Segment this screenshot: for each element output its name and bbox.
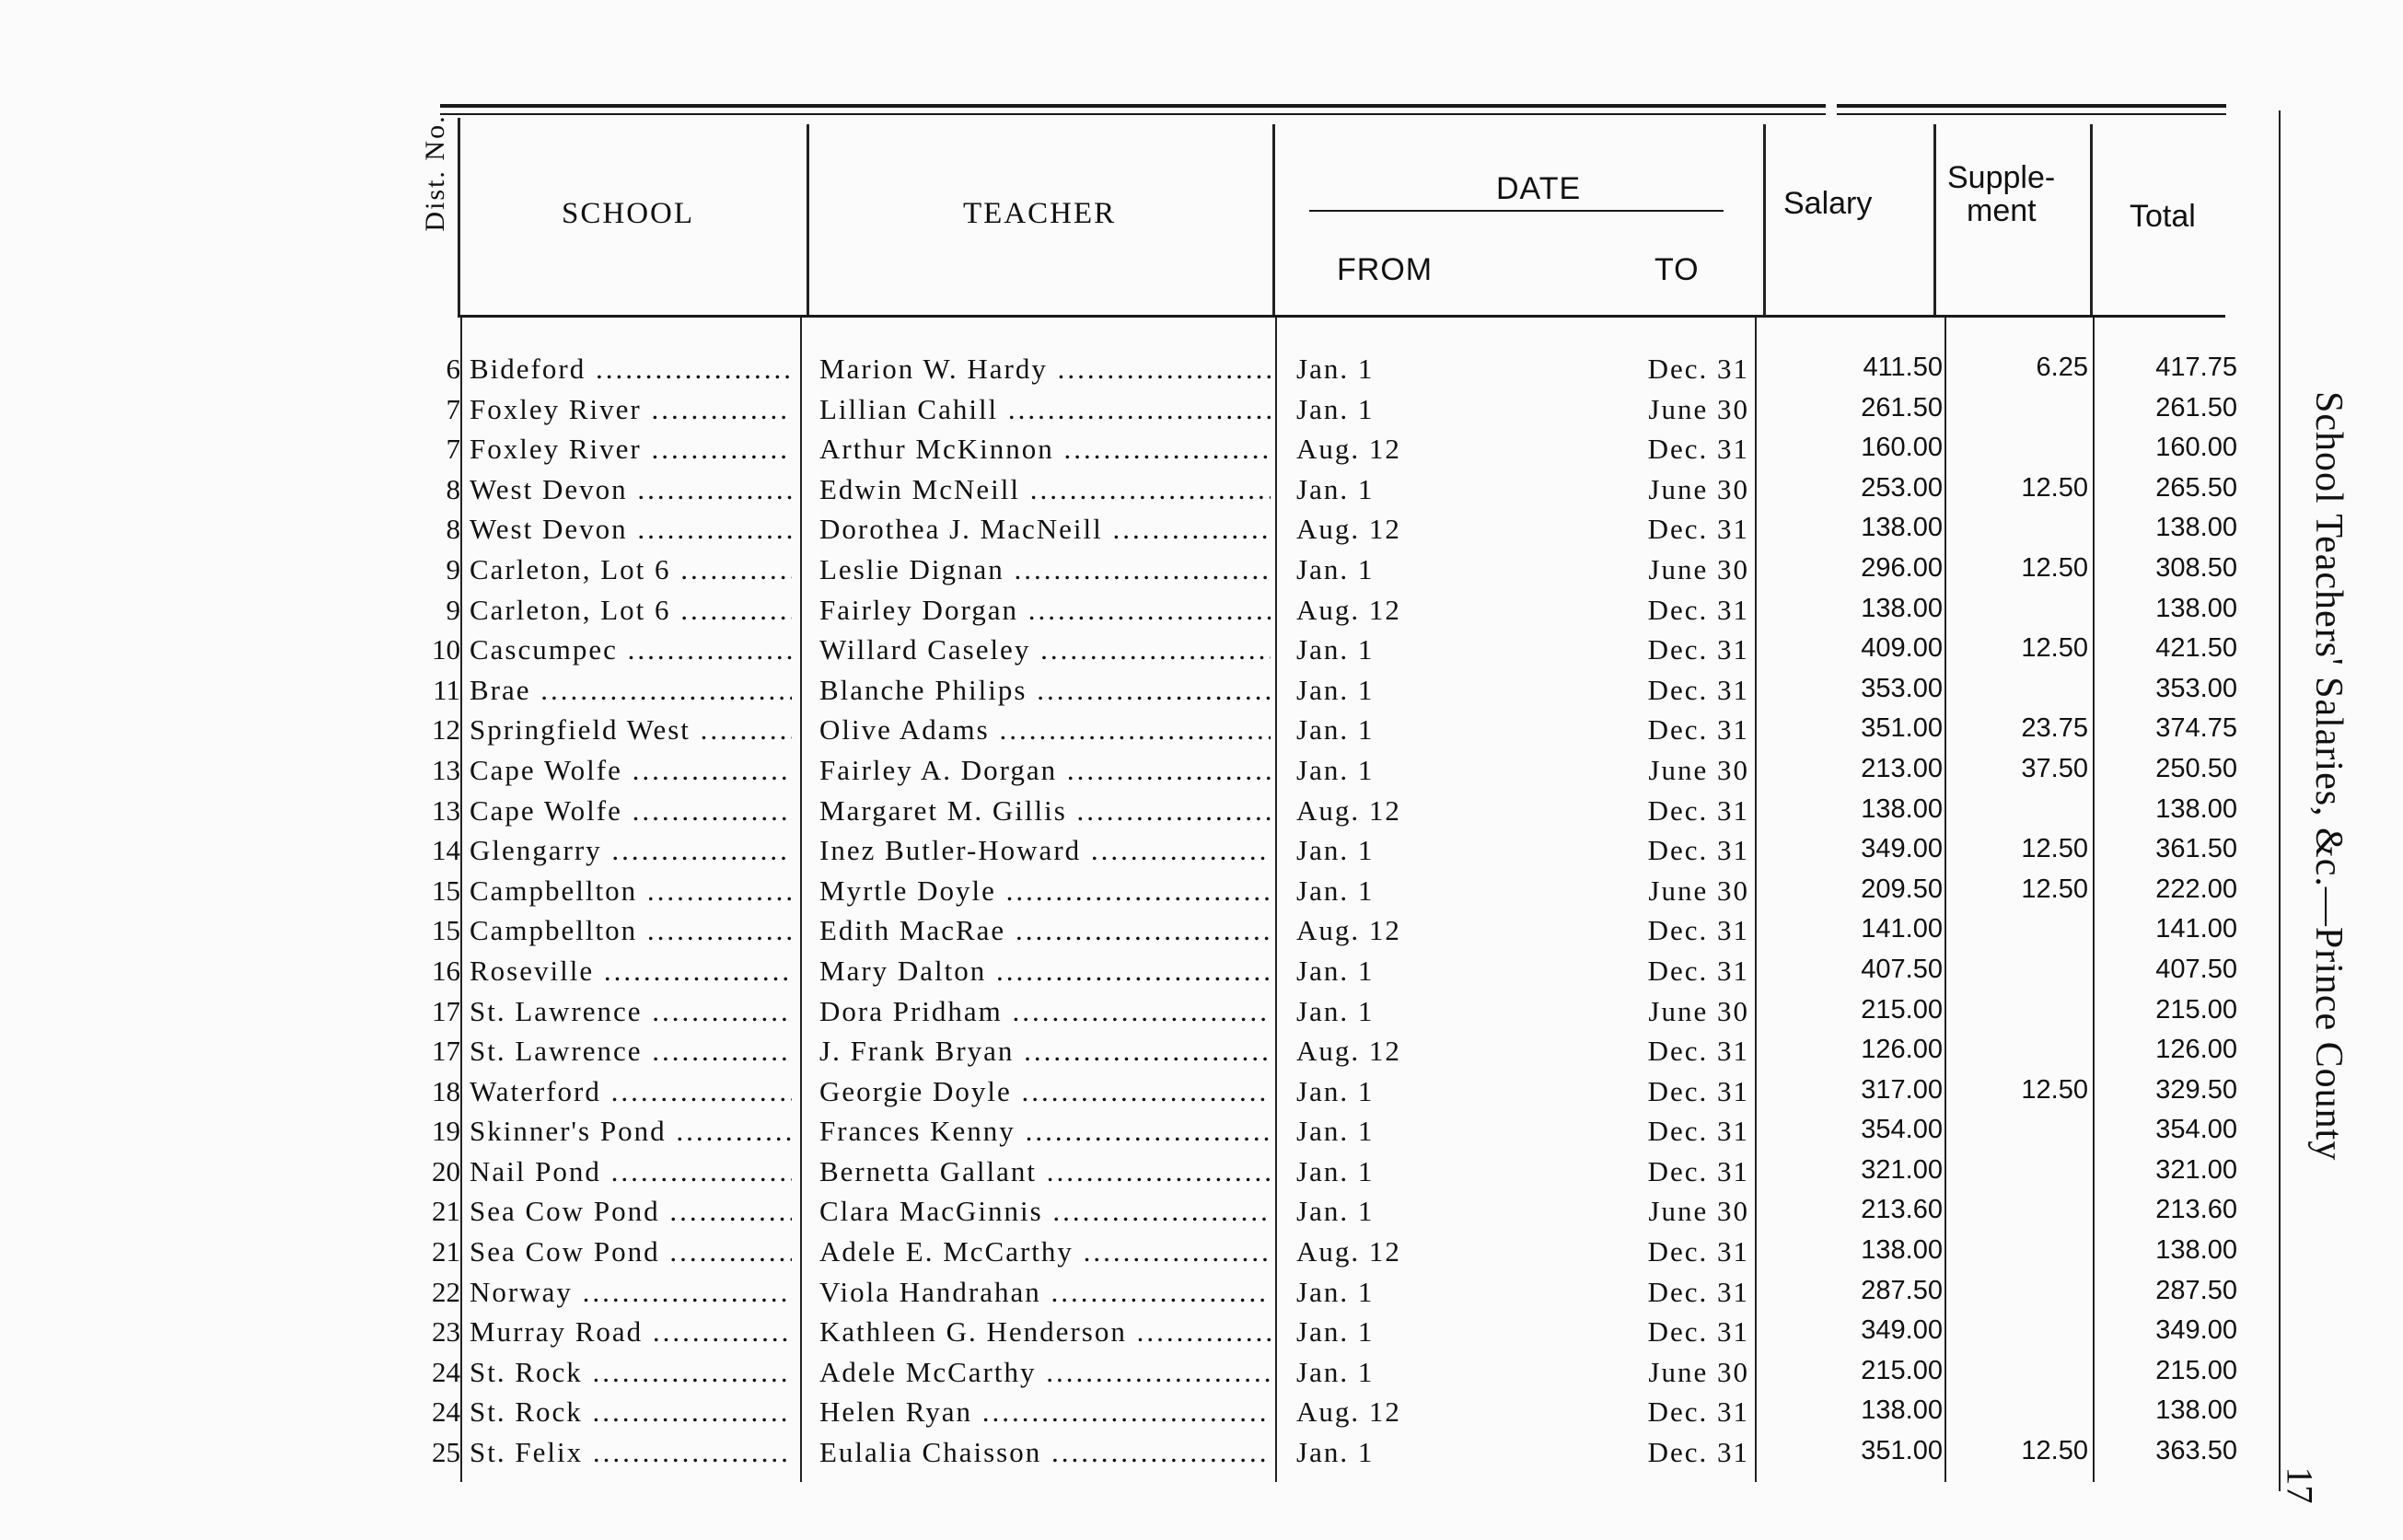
salary-cell: 317.00	[1861, 1074, 1943, 1105]
date-header: DATE	[1496, 171, 1582, 206]
date-to-cell: Dec. 31	[1647, 713, 1749, 747]
running-title: School Teachers' Salaries, &c.—Prince County	[2307, 391, 2350, 1162]
salary-table-body	[0, 349, 2403, 1473]
teacher-cell: Lillian Cahill .....	[819, 393, 1271, 426]
top-rule-thin	[440, 113, 1826, 115]
table-row	[0, 830, 2403, 871]
total-cell: 363.50	[2155, 1436, 2237, 1466]
teacher-cell: Viola Handrahan .....	[819, 1276, 1271, 1309]
date-to-cell: June 30	[1648, 472, 1749, 505]
date-underline	[1309, 210, 1724, 212]
table-row	[0, 951, 2403, 991]
supplement-cell: 12.50	[2021, 633, 2088, 664]
teacher-cell: Mary Dalton .....	[819, 955, 1271, 988]
date-to-cell: Dec. 31	[1647, 1275, 1749, 1308]
salary-cell: 253.00	[1861, 472, 1943, 503]
header-bottom-rule	[458, 315, 2225, 318]
school-cell: Cape Wolfe .....	[470, 794, 792, 828]
total-cell: 215.00	[2155, 1355, 2237, 1385]
supplement-cell: 12.50	[2021, 1074, 2088, 1105]
supplement-cell: 12.50	[2021, 874, 2088, 904]
table-row	[0, 1352, 2403, 1393]
to-header: TO	[1654, 252, 1700, 287]
top-rule	[440, 104, 1826, 108]
dist-no-cell: 11	[433, 673, 460, 706]
table-row	[0, 389, 2403, 430]
teacher-cell: Willard Caseley .....	[819, 633, 1271, 666]
dist-no-cell: 16	[432, 954, 460, 987]
dist-no-cell: 25	[432, 1436, 460, 1469]
total-cell: 138.00	[2155, 793, 2237, 824]
table-row	[0, 1111, 2403, 1152]
salary-cell: 138.00	[1861, 593, 1943, 623]
teacher-cell: Dora Pridham .....	[819, 995, 1271, 1028]
school-cell: St. Rock .....	[470, 1395, 792, 1429]
date-to-cell: June 30	[1648, 753, 1749, 786]
date-from-cell: Jan. 1	[1296, 1436, 1375, 1469]
date-from-cell: Aug. 12	[1296, 1235, 1401, 1268]
total-cell: 126.00	[2155, 1035, 2237, 1065]
date-to-cell: June 30	[1648, 1195, 1749, 1228]
table-row	[0, 871, 2403, 911]
salary-cell: 353.00	[1861, 673, 1943, 703]
total-cell: 407.50	[2155, 954, 2237, 984]
salary-cell: 209.50	[1861, 874, 1943, 904]
supplement-header-line2: ment	[1967, 193, 2037, 228]
teacher-cell: Dorothea J. MacNeill .....	[819, 513, 1271, 546]
salary-cell: 213.00	[1861, 753, 1943, 783]
salary-cell: 160.00	[1861, 433, 1943, 463]
school-cell: Roseville .....	[470, 955, 792, 988]
table-row	[0, 349, 2403, 389]
date-from-cell: Jan. 1	[1296, 1355, 1375, 1388]
date-from-cell: Aug. 12	[1296, 1395, 1401, 1429]
total-cell: 417.75	[2155, 353, 2237, 382]
table-row	[0, 791, 2403, 831]
supplement-header-line1: Supple-	[1947, 160, 2056, 195]
table-row	[0, 991, 2403, 1032]
date-to-cell: Dec. 31	[1647, 1035, 1749, 1068]
dist-no-cell: 24	[432, 1395, 460, 1429]
col-sep-teacher	[1272, 124, 1275, 316]
dist-no-cell: 19	[432, 1115, 460, 1148]
date-to-cell: Dec. 31	[1647, 593, 1749, 626]
date-from-cell: Jan. 1	[1296, 1275, 1375, 1308]
dist-no-header: Dist. No.	[420, 114, 450, 232]
table-row	[0, 1071, 2403, 1112]
teacher-cell: Adele E. McCarthy .....	[819, 1235, 1271, 1268]
teacher-cell: Adele McCarthy .....	[819, 1356, 1271, 1389]
salary-cell: 287.50	[1861, 1275, 1943, 1305]
supplement-cell: 6.25	[2036, 353, 2088, 382]
date-to-cell: June 30	[1648, 392, 1749, 425]
dist-no-cell: 21	[432, 1195, 460, 1228]
supplement-cell: 12.50	[2021, 472, 2088, 503]
total-cell: 287.50	[2155, 1275, 2237, 1305]
salary-cell: 407.50	[1861, 954, 1943, 984]
table-row	[0, 1432, 2403, 1473]
total-cell: 354.00	[2155, 1115, 2237, 1145]
teacher-header: TEACHER	[963, 197, 1117, 230]
col-sep-supplement	[2090, 124, 2093, 316]
school-cell: Cascumpec .....	[470, 633, 792, 666]
table-row	[0, 1191, 2403, 1232]
teacher-cell: Georgie Doyle .....	[819, 1075, 1271, 1108]
page-number: 17	[2279, 1466, 2321, 1504]
date-from-cell: Jan. 1	[1296, 472, 1375, 505]
date-from-cell: Jan. 1	[1296, 1115, 1375, 1148]
table-row	[0, 910, 2403, 951]
dist-no-cell: 15	[432, 914, 460, 947]
salary-cell: 213.60	[1861, 1195, 1943, 1225]
col-sep-dist	[458, 118, 460, 316]
table-row	[0, 1312, 2403, 1352]
total-header: Total	[2130, 199, 2196, 234]
date-to-cell: Dec. 31	[1647, 513, 1749, 546]
total-cell: 321.00	[2155, 1154, 2237, 1185]
date-from-cell: Jan. 1	[1296, 954, 1375, 987]
salary-cell: 126.00	[1861, 1035, 1943, 1065]
salary-cell: 321.00	[1861, 1154, 1943, 1185]
table-row	[0, 509, 2403, 550]
table-row	[0, 1392, 2403, 1432]
salary-cell: 351.00	[1861, 1436, 1943, 1466]
dist-no-cell: 17	[432, 1035, 460, 1068]
teacher-cell: Frances Kenny .....	[819, 1115, 1271, 1148]
date-to-cell: Dec. 31	[1647, 793, 1749, 827]
teacher-cell: J. Frank Bryan .....	[819, 1035, 1271, 1068]
dist-no-cell: 20	[432, 1154, 460, 1187]
teacher-cell: Marion W. Hardy .....	[819, 353, 1271, 386]
school-cell: Skinner's Pond .....	[470, 1115, 792, 1148]
col-sep-school	[807, 124, 809, 316]
total-cell: 261.50	[2155, 392, 2237, 423]
school-cell: Carleton, Lot 6 .....	[470, 553, 792, 586]
date-from-cell: Jan. 1	[1296, 834, 1375, 867]
date-to-cell: Dec. 31	[1647, 1074, 1749, 1107]
total-cell: 141.00	[2155, 914, 2237, 944]
date-to-cell: Dec. 31	[1647, 1115, 1749, 1148]
dist-no-cell: 9	[446, 593, 460, 626]
dist-no-cell: 22	[432, 1275, 460, 1308]
dist-no-cell: 24	[432, 1355, 460, 1388]
salary-cell: 296.00	[1861, 552, 1943, 583]
date-from-cell: Aug. 12	[1296, 914, 1401, 947]
date-from-cell: Jan. 1	[1296, 1074, 1375, 1107]
teacher-cell: Blanche Philips .....	[819, 674, 1271, 707]
school-cell: St. Lawrence .....	[470, 1035, 792, 1068]
table-row	[0, 670, 2403, 711]
school-cell: Norway .....	[470, 1276, 792, 1309]
salary-cell: 354.00	[1861, 1115, 1943, 1145]
date-from-cell: Jan. 1	[1296, 1195, 1375, 1228]
date-to-cell: Dec. 31	[1647, 433, 1749, 466]
table-row	[0, 1152, 2403, 1192]
date-to-cell: Dec. 31	[1647, 1235, 1749, 1268]
school-cell: Glengarry .....	[470, 834, 792, 867]
dist-no-cell: 13	[432, 793, 460, 827]
date-to-cell: Dec. 31	[1647, 353, 1749, 385]
dist-no-cell: 9	[446, 552, 460, 585]
teacher-cell: Edith MacRae .....	[819, 914, 1271, 947]
dist-no-cell: 12	[432, 713, 460, 747]
dist-no-cell: 10	[432, 633, 460, 666]
total-cell: 138.00	[2155, 1235, 2237, 1266]
school-cell: Bideford .....	[470, 353, 792, 386]
dist-no-cell: 14	[432, 834, 460, 867]
date-from-cell: Jan. 1	[1296, 713, 1375, 747]
salary-cell: 351.00	[1861, 713, 1943, 744]
total-cell: 349.00	[2155, 1315, 2237, 1346]
teacher-cell: Fairley A. Dorgan .....	[819, 754, 1271, 787]
total-cell: 222.00	[2155, 874, 2237, 904]
date-to-cell: Dec. 31	[1647, 954, 1749, 987]
col-sep-date	[1763, 124, 1766, 316]
top-rule-right	[1837, 104, 2226, 108]
school-cell: Nail Pond .....	[470, 1155, 792, 1188]
salary-cell: 411.50	[1863, 353, 1943, 382]
date-from-cell: Jan. 1	[1296, 1315, 1375, 1349]
date-to-cell: Dec. 31	[1647, 834, 1749, 867]
salary-cell: 138.00	[1861, 1235, 1943, 1266]
table-row	[0, 550, 2403, 590]
total-cell: 215.00	[2155, 994, 2237, 1025]
supplement-cell: 12.50	[2021, 552, 2088, 583]
supplement-cell: 12.50	[2021, 834, 2088, 864]
total-cell: 160.00	[2155, 433, 2237, 463]
total-cell: 374.75	[2155, 713, 2237, 744]
school-cell: Foxley River .....	[470, 433, 792, 466]
date-to-cell: Dec. 31	[1647, 1436, 1749, 1469]
teacher-cell: Arthur McKinnon .....	[819, 433, 1271, 466]
table-row	[0, 710, 2403, 750]
total-cell: 265.50	[2155, 472, 2237, 503]
table-row	[0, 590, 2403, 631]
from-header: FROM	[1337, 252, 1434, 287]
dist-no-cell: 7	[446, 392, 460, 425]
table-row	[0, 469, 2403, 510]
school-cell: Sea Cow Pond .....	[470, 1195, 792, 1228]
date-from-cell: Jan. 1	[1296, 753, 1375, 786]
dist-no-cell: 6	[446, 353, 460, 385]
date-from-cell: Jan. 1	[1296, 874, 1375, 907]
dist-no-cell: 23	[432, 1315, 460, 1349]
school-cell: West Devon .....	[470, 473, 792, 506]
total-cell: 361.50	[2155, 834, 2237, 864]
total-cell: 421.50	[2155, 633, 2237, 664]
school-cell: Murray Road .....	[470, 1315, 792, 1349]
salary-cell: 215.00	[1861, 994, 1943, 1025]
dist-no-cell: 15	[432, 874, 460, 907]
supplement-cell: 37.50	[2021, 753, 2088, 783]
date-from-cell: Aug. 12	[1296, 513, 1401, 546]
table-row	[0, 1232, 2403, 1272]
salary-cell: 138.00	[1861, 793, 1943, 824]
dist-no-cell: 7	[446, 433, 460, 466]
teacher-cell: Fairley Dorgan .....	[819, 594, 1271, 627]
date-from-cell: Jan. 1	[1296, 552, 1375, 585]
date-to-cell: Dec. 31	[1647, 1154, 1749, 1187]
salary-cell: 138.00	[1861, 513, 1943, 543]
table-row	[0, 429, 2403, 469]
school-cell: Carleton, Lot 6 .....	[470, 594, 792, 627]
table-row	[0, 630, 2403, 670]
table-row	[0, 1031, 2403, 1071]
school-cell: Campbellton .....	[470, 874, 792, 908]
teacher-cell: Clara MacGinnis .....	[819, 1195, 1271, 1228]
salary-cell: 215.00	[1861, 1355, 1943, 1385]
date-from-cell: Aug. 12	[1296, 793, 1401, 827]
school-cell: Sea Cow Pond .....	[470, 1235, 792, 1268]
teacher-cell: Helen Ryan .....	[819, 1395, 1271, 1429]
teacher-cell: Eulalia Chaisson .....	[819, 1436, 1271, 1469]
school-cell: Brae .....	[470, 674, 792, 707]
dist-no-cell: 21	[432, 1235, 460, 1268]
school-cell: St. Rock .....	[470, 1356, 792, 1389]
date-from-cell: Jan. 1	[1296, 994, 1375, 1027]
school-cell: Waterford .....	[470, 1075, 792, 1108]
total-cell: 138.00	[2155, 513, 2237, 543]
salary-cell: 141.00	[1861, 914, 1943, 944]
col-sep-salary	[1933, 124, 1936, 316]
school-cell: St. Lawrence .....	[470, 995, 792, 1028]
date-to-cell: Dec. 31	[1647, 673, 1749, 706]
teacher-cell: Myrtle Doyle .....	[819, 874, 1271, 908]
dist-no-cell: 8	[446, 472, 460, 505]
date-from-cell: Jan. 1	[1296, 1154, 1375, 1187]
date-to-cell: Dec. 31	[1647, 914, 1749, 947]
supplement-cell: 12.50	[2021, 1436, 2088, 1466]
school-cell: Springfield West .....	[470, 713, 792, 747]
date-to-cell: Dec. 31	[1647, 1395, 1749, 1429]
date-from-cell: Jan. 1	[1296, 392, 1375, 425]
total-cell: 138.00	[2155, 1395, 2237, 1426]
teacher-cell: Inez Butler-Howard .....	[819, 834, 1271, 867]
date-to-cell: Dec. 31	[1647, 633, 1749, 666]
school-cell: Campbellton .....	[470, 914, 792, 947]
salary-cell: 409.00	[1861, 633, 1943, 664]
date-to-cell: June 30	[1648, 994, 1749, 1027]
school-cell: West Devon .....	[470, 513, 792, 546]
salary-cell: 349.00	[1861, 834, 1943, 864]
top-rule-thin-right	[1837, 113, 2226, 115]
date-to-cell: June 30	[1648, 552, 1749, 585]
school-cell: Foxley River .....	[470, 393, 792, 426]
teacher-cell: Bernetta Gallant .....	[819, 1155, 1271, 1188]
dist-no-cell: 13	[432, 753, 460, 786]
teacher-cell: Leslie Dignan .....	[819, 553, 1271, 586]
salary-header: Salary	[1783, 186, 1873, 221]
supplement-cell: 23.75	[2021, 713, 2088, 744]
dist-no-cell: 17	[432, 994, 460, 1027]
date-from-cell: Jan. 1	[1296, 353, 1375, 385]
table-row	[0, 750, 2403, 791]
total-cell: 329.50	[2155, 1074, 2237, 1105]
date-to-cell: Dec. 31	[1647, 1315, 1749, 1349]
date-from-cell: Aug. 12	[1296, 593, 1401, 626]
school-cell: St. Felix .....	[470, 1436, 792, 1469]
date-to-cell: June 30	[1648, 1355, 1749, 1388]
date-from-cell: Aug. 12	[1296, 433, 1401, 466]
salary-cell: 138.00	[1861, 1395, 1943, 1426]
teacher-cell: Edwin McNeill .....	[819, 473, 1271, 506]
salary-cell: 261.50	[1861, 392, 1943, 423]
teacher-cell: Margaret M. Gillis .....	[819, 794, 1271, 828]
salary-cell: 349.00	[1861, 1315, 1943, 1346]
total-cell: 138.00	[2155, 593, 2237, 623]
total-cell: 353.00	[2155, 673, 2237, 703]
teacher-cell: Olive Adams .....	[819, 713, 1271, 747]
dist-no-cell: 18	[432, 1074, 460, 1107]
total-cell: 308.50	[2155, 552, 2237, 583]
school-cell: Cape Wolfe .....	[470, 754, 792, 787]
date-from-cell: Jan. 1	[1296, 673, 1375, 706]
date-from-cell: Aug. 12	[1296, 1035, 1401, 1068]
total-cell: 250.50	[2155, 753, 2237, 783]
dist-no-cell: 8	[446, 513, 460, 546]
date-to-cell: June 30	[1648, 874, 1749, 907]
total-cell: 213.60	[2155, 1195, 2237, 1225]
teacher-cell: Kathleen G. Henderson .....	[819, 1315, 1271, 1349]
table-row	[0, 1272, 2403, 1313]
date-from-cell: Jan. 1	[1296, 633, 1375, 666]
school-header: SCHOOL	[562, 197, 695, 230]
